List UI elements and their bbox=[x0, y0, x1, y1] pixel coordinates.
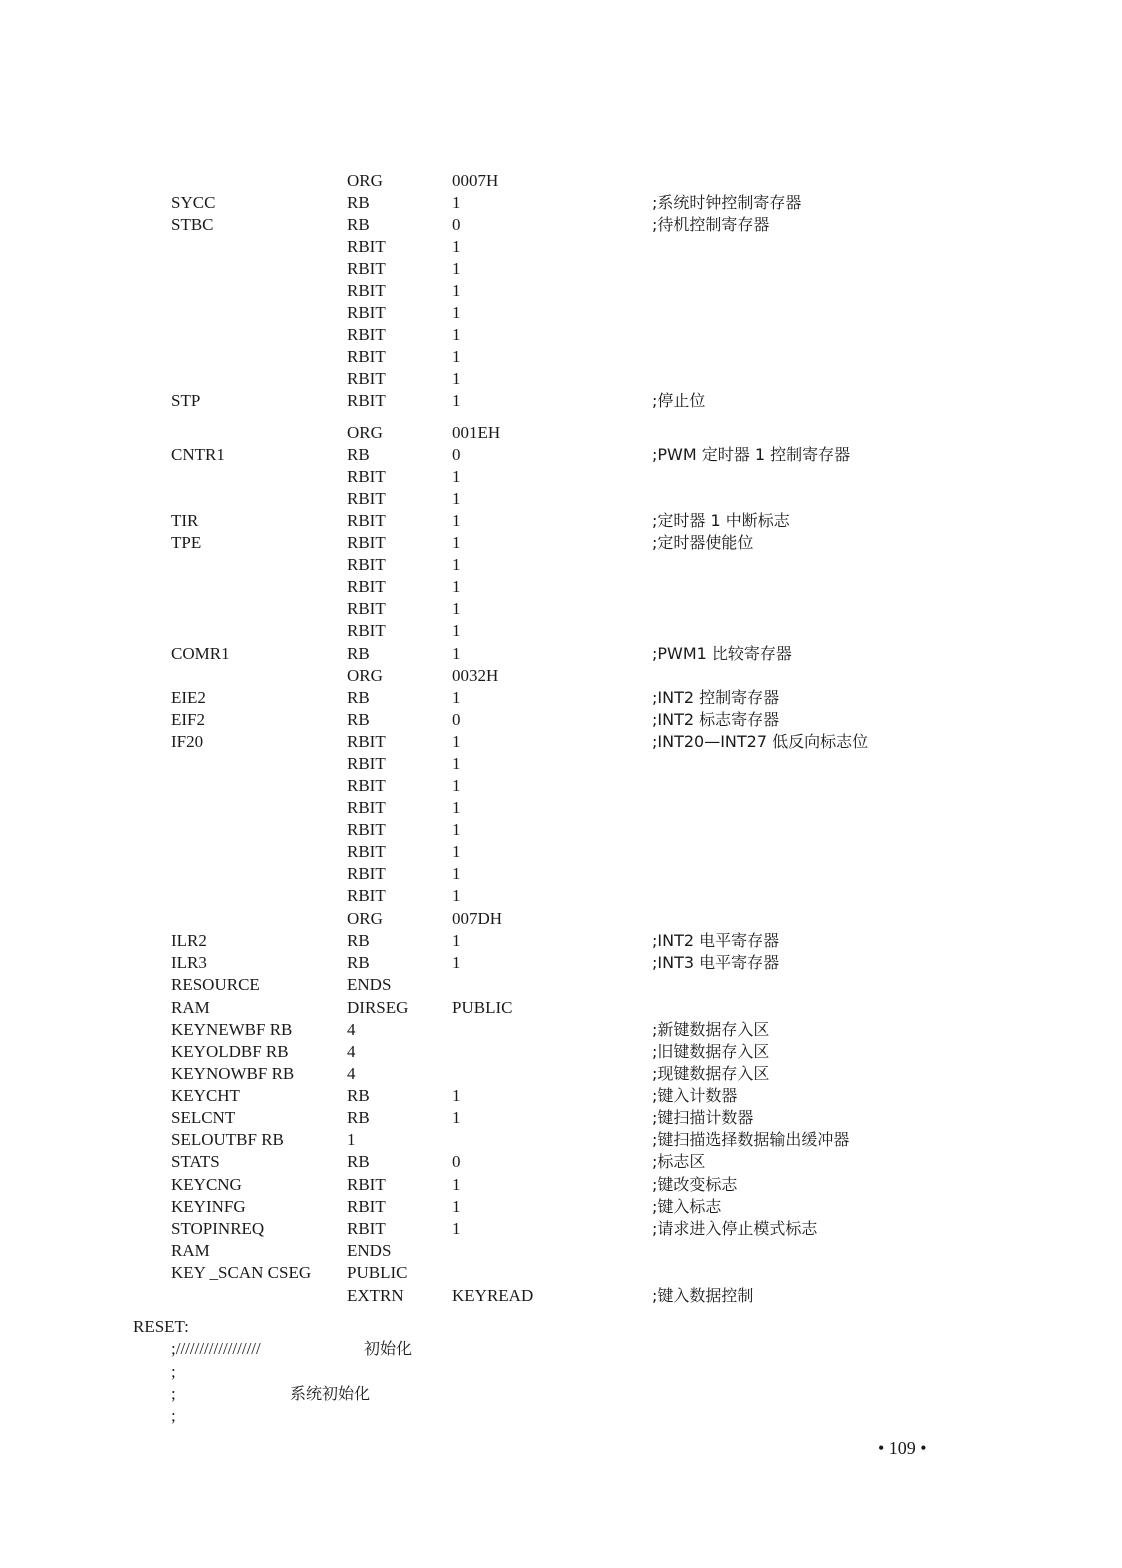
listing-directive: ORG bbox=[347, 171, 383, 190]
listing-operand: 1 bbox=[452, 621, 461, 640]
listing-directive: 1 bbox=[347, 1130, 356, 1149]
listing-row bbox=[0, 236, 1122, 258]
listing-label: SELOUTBF RB bbox=[171, 1130, 284, 1149]
listing-comment: ;INT2 标志寄存器 bbox=[652, 710, 780, 729]
listing-label: STBC bbox=[171, 215, 214, 234]
listing-operand: 1 bbox=[452, 1108, 461, 1127]
listing-row bbox=[0, 1151, 1122, 1173]
listing-operand: 1 bbox=[452, 555, 461, 574]
listing-row bbox=[0, 170, 1122, 192]
listing-directive: ORG bbox=[347, 666, 383, 685]
listing-comment: ;键改变标志 bbox=[652, 1175, 738, 1194]
listing-operand: 1 bbox=[452, 776, 461, 795]
listing-operand: 1 bbox=[452, 533, 461, 552]
listing-directive: ENDS bbox=[347, 1241, 392, 1260]
listing-operand: 1 bbox=[452, 391, 461, 410]
listing-directive: RBIT bbox=[347, 325, 386, 344]
listing-directive: RBIT bbox=[347, 820, 386, 839]
listing-comment: ;定时器使能位 bbox=[652, 533, 754, 552]
listing-directive: RBIT bbox=[347, 303, 386, 322]
listing-operand: 1 bbox=[452, 467, 461, 486]
listing-operand: 1 bbox=[452, 259, 461, 278]
listing-operand: 1 bbox=[452, 281, 461, 300]
listing-row bbox=[0, 368, 1122, 390]
listing-directive: RB bbox=[347, 215, 370, 234]
listing-operand: 0 bbox=[452, 215, 461, 234]
listing-row bbox=[0, 863, 1122, 885]
listing-directive: RBIT bbox=[347, 489, 386, 508]
listing-directive: RB bbox=[347, 688, 370, 707]
listing-comment: ;PWM1 比较寄存器 bbox=[652, 644, 792, 663]
listing-directive: RB bbox=[347, 953, 370, 972]
listing-directive: RBIT bbox=[347, 842, 386, 861]
listing-directive: DIRSEG bbox=[347, 998, 409, 1017]
listing-operand: 1 bbox=[452, 1175, 461, 1194]
listing-directive: RBIT bbox=[347, 1175, 386, 1194]
listing-label: KEYOLDBF RB bbox=[171, 1042, 289, 1061]
listing-label: KEYNEWBF RB bbox=[171, 1020, 293, 1039]
listing-label: RAM bbox=[171, 998, 210, 1017]
listing-row bbox=[0, 974, 1122, 996]
init-comment-rule: ;////////////////// bbox=[171, 1339, 261, 1358]
listing-directive: RBIT bbox=[347, 555, 386, 574]
listing-operand: 1 bbox=[452, 599, 461, 618]
system-init-comment-text: 系统初始化 bbox=[290, 1384, 371, 1403]
listing-row bbox=[0, 819, 1122, 841]
listing-comment: ;PWM 定时器 1 控制寄存器 bbox=[652, 445, 851, 464]
listing-row bbox=[0, 1107, 1122, 1129]
listing-comment: ;系统时钟控制寄存器 bbox=[652, 193, 802, 212]
listing-directive: RBIT bbox=[347, 1197, 386, 1216]
listing-row bbox=[0, 1218, 1122, 1240]
listing-row bbox=[0, 709, 1122, 731]
listing-directive: RBIT bbox=[347, 577, 386, 596]
listing-row bbox=[0, 797, 1122, 819]
listing-directive: RBIT bbox=[347, 886, 386, 905]
blank-comment-line: ; bbox=[171, 1362, 176, 1381]
listing-row bbox=[0, 930, 1122, 952]
listing-operand: PUBLIC bbox=[452, 998, 513, 1017]
listing-operand: 1 bbox=[452, 1197, 461, 1216]
listing-operand: 0007H bbox=[452, 171, 499, 190]
listing-row bbox=[0, 598, 1122, 620]
listing-directive: RBIT bbox=[347, 732, 386, 751]
listing-directive: ORG bbox=[347, 909, 383, 928]
listing-row bbox=[0, 346, 1122, 368]
listing-directive: RBIT bbox=[347, 391, 386, 410]
listing-row bbox=[0, 466, 1122, 488]
listing-directive: RBIT bbox=[347, 259, 386, 278]
listing-label: EIF2 bbox=[171, 710, 205, 729]
listing-directive: RB bbox=[347, 644, 370, 663]
listing-label: COMR1 bbox=[171, 644, 230, 663]
listing-directive: RBIT bbox=[347, 864, 386, 883]
listing-operand: 1 bbox=[452, 798, 461, 817]
listing-row bbox=[0, 192, 1122, 214]
listing-row bbox=[0, 1019, 1122, 1041]
listing-operand: 1 bbox=[452, 325, 461, 344]
listing-comment: ;INT3 电平寄存器 bbox=[652, 953, 780, 972]
listing-label: KEYINFG bbox=[171, 1197, 246, 1216]
system-init-comment-mark: ; bbox=[171, 1384, 176, 1403]
listing-comment: ;INT20—INT27 低反向标志位 bbox=[652, 732, 869, 751]
listing-directive: RB bbox=[347, 1086, 370, 1105]
listing-directive: ENDS bbox=[347, 975, 392, 994]
listing-comment: ;键入标志 bbox=[652, 1197, 722, 1216]
listing-directive: RB bbox=[347, 1152, 370, 1171]
listing-operand: KEYREAD bbox=[452, 1286, 534, 1305]
listing-row bbox=[0, 444, 1122, 466]
listing-directive: RB bbox=[347, 931, 370, 950]
listing-row bbox=[0, 390, 1122, 412]
listing-directive: RBIT bbox=[347, 237, 386, 256]
listing-operand: 1 bbox=[452, 193, 461, 212]
listing-operand: 1 bbox=[452, 842, 461, 861]
listing-operand: 1 bbox=[452, 511, 461, 530]
listing-operand: 007DH bbox=[452, 909, 503, 928]
listing-directive: RBIT bbox=[347, 599, 386, 618]
listing-row bbox=[0, 576, 1122, 598]
listing-label: STOPINREQ bbox=[171, 1219, 265, 1238]
listing-directive: RBIT bbox=[347, 369, 386, 388]
listing-comment: ;请求进入停止模式标志 bbox=[652, 1219, 818, 1238]
listing-comment: ;键入计数器 bbox=[652, 1086, 738, 1105]
reset-label: RESET: bbox=[133, 1317, 189, 1336]
listing-directive: 4 bbox=[347, 1064, 356, 1083]
listing-comment: ;INT2 电平寄存器 bbox=[652, 931, 780, 950]
listing-row bbox=[0, 753, 1122, 775]
listing-directive: RB bbox=[347, 710, 370, 729]
listing-row bbox=[0, 302, 1122, 324]
listing-label: KEY _SCAN CSEG bbox=[171, 1263, 312, 1282]
listing-operand: 0 bbox=[452, 710, 461, 729]
listing-comment: ;INT2 控制寄存器 bbox=[652, 688, 780, 707]
listing-row bbox=[0, 1085, 1122, 1107]
listing-label: STATS bbox=[171, 1152, 220, 1171]
listing-directive: ORG bbox=[347, 423, 383, 442]
listing-row bbox=[0, 214, 1122, 236]
listing-directive: RBIT bbox=[347, 533, 386, 552]
listing-label: TIR bbox=[171, 511, 199, 530]
listing-operand: 1 bbox=[452, 303, 461, 322]
listing-operand: 1 bbox=[452, 953, 461, 972]
listing-row bbox=[0, 1174, 1122, 1196]
listing-row bbox=[0, 532, 1122, 554]
listing-directive: RBIT bbox=[347, 467, 386, 486]
listing-operand: 1 bbox=[452, 1219, 461, 1238]
listing-row bbox=[0, 885, 1122, 907]
listing-directive: RB bbox=[347, 1108, 370, 1127]
listing-operand: 1 bbox=[452, 864, 461, 883]
listing-directive: RBIT bbox=[347, 347, 386, 366]
listing-operand: 1 bbox=[452, 644, 461, 663]
listing-label: SELCNT bbox=[171, 1108, 236, 1127]
listing-operand: 0 bbox=[452, 445, 461, 464]
listing-row bbox=[0, 1240, 1122, 1262]
listing-operand: 1 bbox=[452, 754, 461, 773]
listing-comment: ;待机控制寄存器 bbox=[652, 215, 770, 234]
listing-label: EIE2 bbox=[171, 688, 206, 707]
listing-row bbox=[0, 1041, 1122, 1063]
listing-label: TPE bbox=[171, 533, 202, 552]
listing-directive: EXTRN bbox=[347, 1286, 404, 1305]
listing-row bbox=[0, 643, 1122, 665]
listing-operand: 1 bbox=[452, 237, 461, 256]
listing-row bbox=[0, 908, 1122, 930]
listing-operand: 1 bbox=[452, 931, 461, 950]
listing-row bbox=[0, 731, 1122, 753]
listing-operand: 1 bbox=[452, 489, 461, 508]
listing-directive: RBIT bbox=[347, 621, 386, 640]
listing-operand: 1 bbox=[452, 820, 461, 839]
listing-label: CNTR1 bbox=[171, 445, 225, 464]
listing-operand: 001EH bbox=[452, 423, 501, 442]
listing-label: SYCC bbox=[171, 193, 216, 212]
listing-row bbox=[0, 620, 1122, 642]
listing-label: IF20 bbox=[171, 732, 204, 751]
listing-row bbox=[0, 1129, 1122, 1151]
listing-directive: RBIT bbox=[347, 776, 386, 795]
listing-operand: 1 bbox=[452, 577, 461, 596]
listing-operand: 1 bbox=[452, 732, 461, 751]
listing-comment: ;键入数据控制 bbox=[652, 1286, 754, 1305]
listing-row bbox=[0, 422, 1122, 444]
listing-row bbox=[0, 510, 1122, 532]
listing-directive: RB bbox=[347, 193, 370, 212]
listing-row bbox=[0, 554, 1122, 576]
listing-row bbox=[0, 280, 1122, 302]
page-number: • 109 • bbox=[878, 1438, 927, 1458]
listing-operand: 0032H bbox=[452, 666, 499, 685]
listing-comment: ;旧键数据存入区 bbox=[652, 1042, 770, 1061]
listing-operand: 1 bbox=[452, 688, 461, 707]
blank-comment-line: ; bbox=[171, 1406, 176, 1425]
listing-label: ILR3 bbox=[171, 953, 207, 972]
listing-directive: RBIT bbox=[347, 754, 386, 773]
listing-row bbox=[0, 1063, 1122, 1085]
listing-row bbox=[0, 687, 1122, 709]
listing-row bbox=[0, 1285, 1122, 1307]
listing-directive: RBIT bbox=[347, 511, 386, 530]
listing-comment: ;停止位 bbox=[652, 391, 706, 410]
listing-comment: ;新键数据存入区 bbox=[652, 1020, 770, 1039]
listing-row bbox=[0, 841, 1122, 863]
listing-row bbox=[0, 952, 1122, 974]
listing-operand: 1 bbox=[452, 369, 461, 388]
listing-comment: ;标志区 bbox=[652, 1152, 706, 1171]
listing-row bbox=[0, 258, 1122, 280]
listing-row bbox=[0, 775, 1122, 797]
listing-comment: ;键扫描计数器 bbox=[652, 1108, 754, 1127]
listing-row bbox=[0, 324, 1122, 346]
listing-operand: 1 bbox=[452, 1086, 461, 1105]
listing-label: KEYNOWBF RB bbox=[171, 1064, 295, 1083]
listing-comment: ;键扫描选择数据输出缓冲器 bbox=[652, 1130, 850, 1149]
listing-row bbox=[0, 1196, 1122, 1218]
init-comment-text: 初始化 bbox=[364, 1339, 413, 1358]
listing-comment: ;定时器 1 中断标志 bbox=[652, 511, 790, 530]
listing-directive: RBIT bbox=[347, 1219, 386, 1238]
listing-directive: 4 bbox=[347, 1042, 356, 1061]
listing-directive: RBIT bbox=[347, 281, 386, 300]
listing-operand: 1 bbox=[452, 886, 461, 905]
listing-row bbox=[0, 1262, 1122, 1284]
listing-operand: 0 bbox=[452, 1152, 461, 1171]
listing-label: RAM bbox=[171, 1241, 210, 1260]
listing-directive: PUBLIC bbox=[347, 1263, 408, 1282]
listing-directive: RB bbox=[347, 445, 370, 464]
listing-row bbox=[0, 997, 1122, 1019]
listing-row bbox=[0, 488, 1122, 510]
listing-comment: ;现键数据存入区 bbox=[652, 1064, 770, 1083]
listing-label: STP bbox=[171, 391, 201, 410]
listing-directive: RBIT bbox=[347, 798, 386, 817]
listing-operand: 1 bbox=[452, 347, 461, 366]
listing-directive: 4 bbox=[347, 1020, 356, 1039]
listing-row bbox=[0, 665, 1122, 687]
listing-label: KEYCHT bbox=[171, 1086, 240, 1105]
listing-label: KEYCNG bbox=[171, 1175, 242, 1194]
listing-label: RESOURCE bbox=[171, 975, 260, 994]
listing-label: ILR2 bbox=[171, 931, 207, 950]
